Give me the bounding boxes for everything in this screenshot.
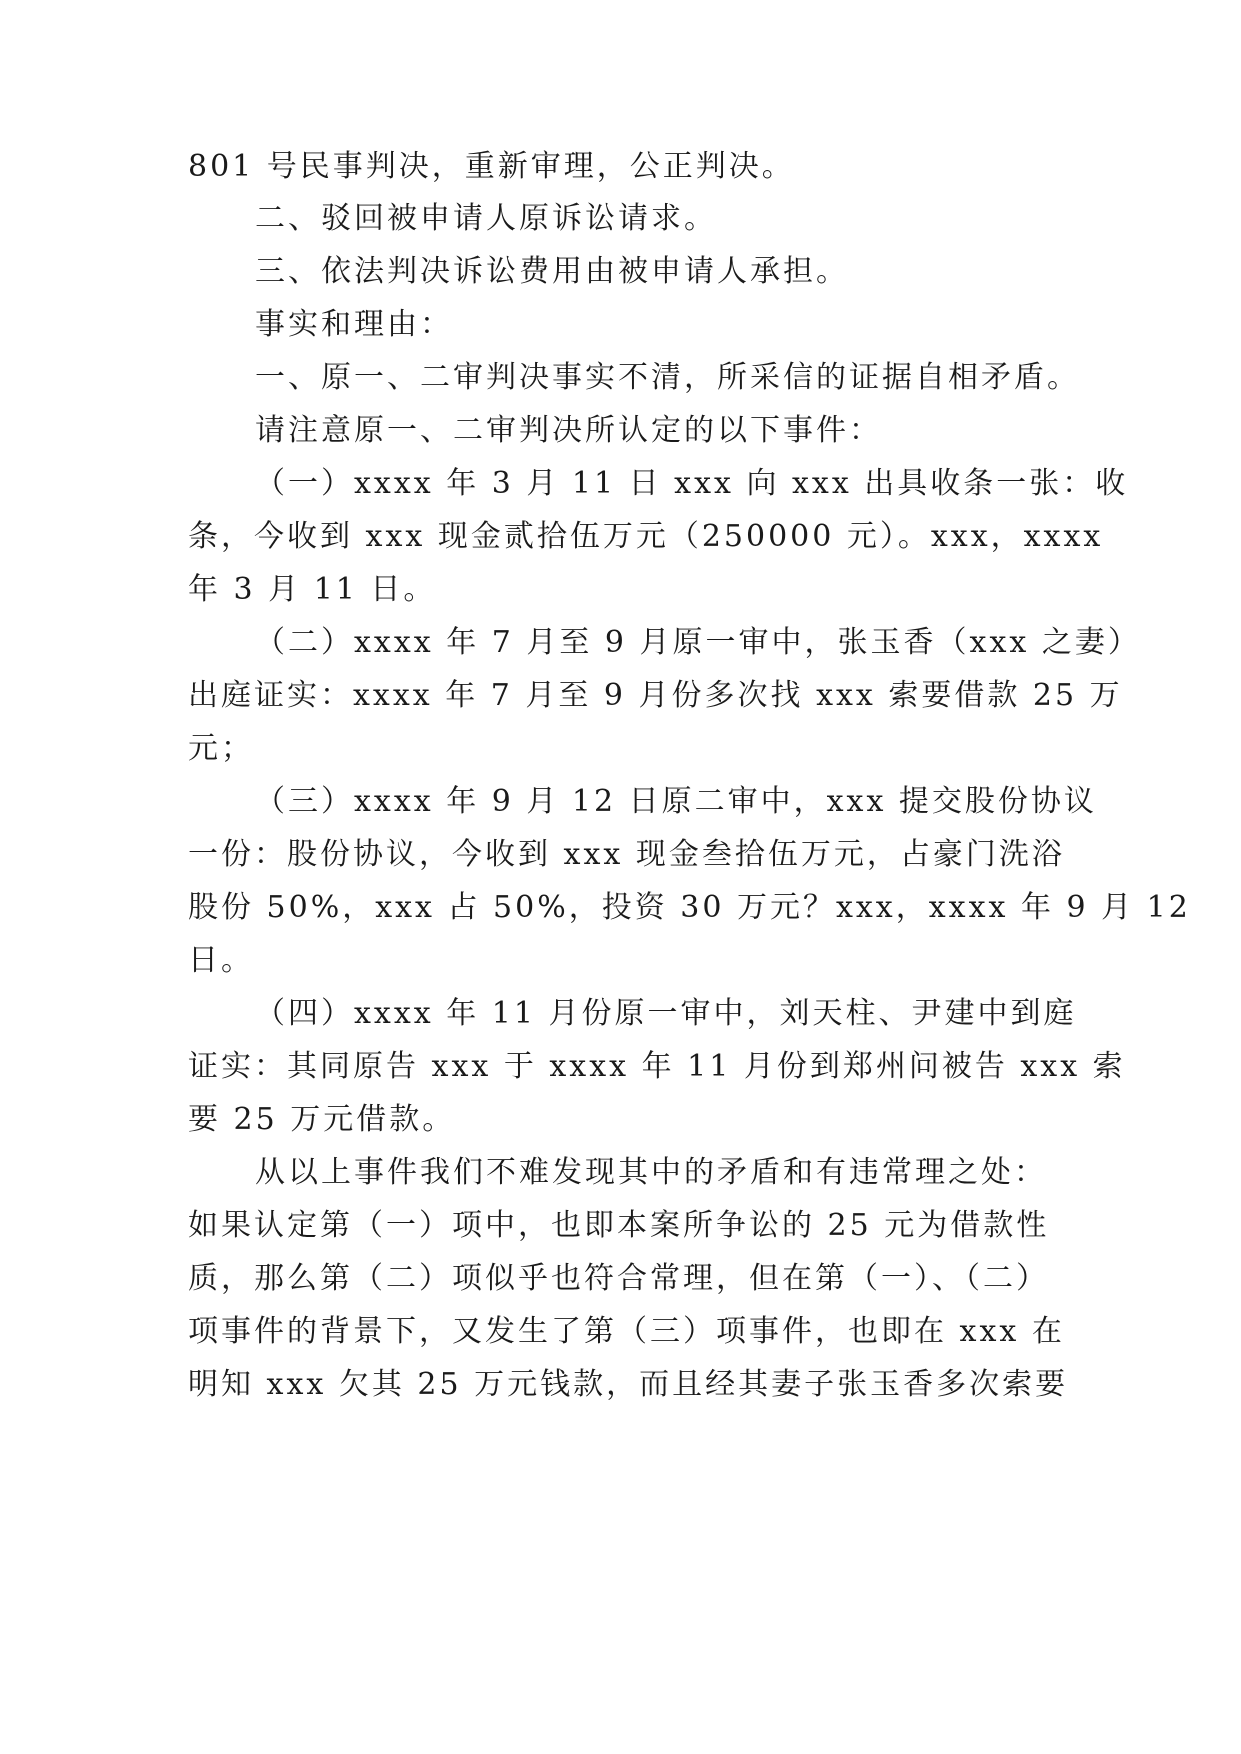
text-line: 801 号民事判决，重新审理，公正判决。: [188, 149, 795, 184]
text-line: 要 25 万元借款。: [188, 1102, 456, 1137]
text-line: 条，今收到 xxx 现金贰拾伍万元（250000 元）。xxx，xxxx: [188, 519, 1104, 554]
text-line: 出庭证实：xxxx 年 7 月至 9 月份多次找 xxx 索要借款 25 万: [188, 678, 1123, 713]
text-line: 项事件的背景下，又发生了第（三）项事件，也即在 xxx 在: [188, 1314, 1065, 1349]
text-line: 明知 xxx 欠其 25 万元钱款，而且经其妻子张玉香多次索要: [188, 1367, 1069, 1402]
text-line: 质，那么第（二）项似乎也符合常理，但在第（一）、（二）: [188, 1261, 1049, 1296]
text-line: 一份：股份协议，今收到 xxx 现金叁拾伍万元，占豪门洗浴: [188, 837, 1065, 872]
text-line: 从以上事件我们不难发现其中的矛盾和有违常理之处：: [255, 1155, 1047, 1190]
text-line: 年 3 月 11 日。: [188, 572, 437, 607]
text-line: （一）xxxx 年 3 月 11 日 xxx 向 xxx 出具收条一张：收: [255, 466, 1129, 501]
text-line: 二、驳回被申请人原诉讼请求。: [255, 201, 717, 236]
text-line: 证实：其同原告 xxx 于 xxxx 年 11 月份到郑州问被告 xxx 索: [188, 1049, 1126, 1084]
text-line: 股份 50%，xxx 占 50%，投资 30 万元？xxx，xxxx 年 9 月 12: [188, 890, 1191, 925]
text-line: 三、依法判决诉讼费用由被申请人承担。: [255, 254, 849, 289]
text-line: 请注意原一、二审判决所认定的以下事件：: [255, 413, 882, 448]
text-line: 如果认定第（一）项中，也即本案所争讼的 25 元为借款性: [188, 1208, 1050, 1243]
text-line: （三）xxxx 年 9 月 12 日原二审中，xxx 提交股份协议: [255, 784, 1097, 819]
text-line: 元；: [188, 731, 254, 766]
text-line: （二）xxxx 年 7 月至 9 月原一审中，张玉香（xxx 之妻）: [255, 625, 1141, 660]
text-line: 一、原一、二审判决事实不清，所采信的证据自相矛盾。: [255, 360, 1080, 395]
text-line: 日。: [188, 943, 254, 978]
text-line: 事实和理由：: [255, 307, 453, 342]
text-line: （四）xxxx 年 11 月份原一审中，刘天柱、尹建中到庭: [255, 996, 1077, 1031]
